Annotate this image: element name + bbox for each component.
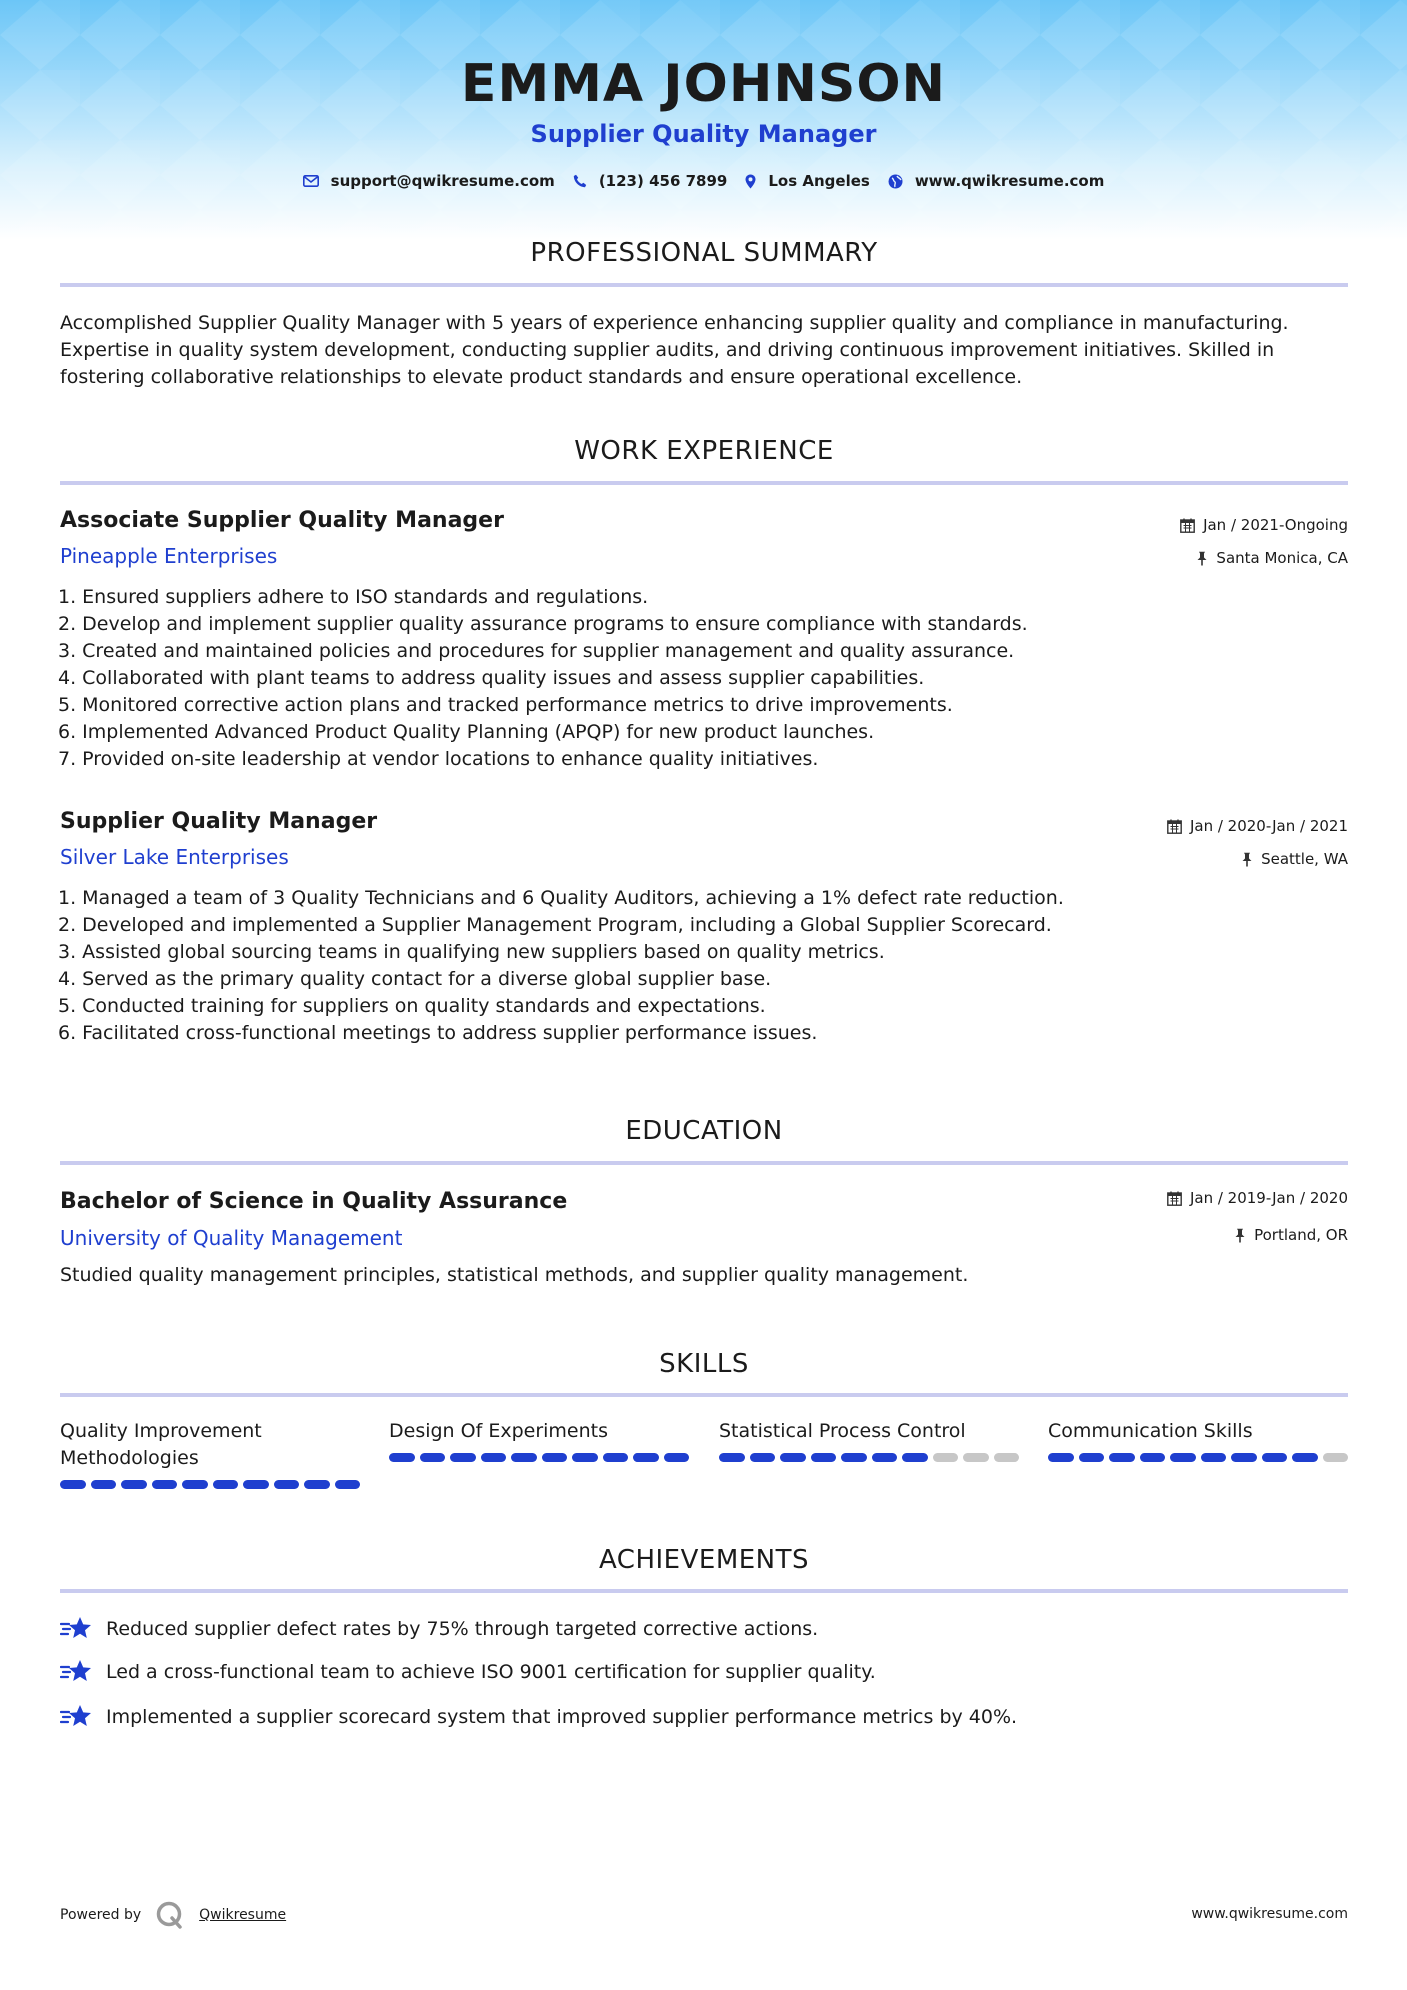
job-location [1196, 549, 1348, 567]
job-responsibilities [58, 584, 1348, 773]
globe-icon [888, 174, 903, 189]
job-dates-text: Jan / 2021-Ongoing [1203, 516, 1348, 534]
job-company: Pineapple Enterprises [60, 544, 278, 568]
pin-icon [1241, 852, 1253, 867]
contact-bar [0, 172, 1407, 190]
phone-icon [573, 174, 587, 188]
skill-name: Communication Skills [1048, 1420, 1253, 1442]
skill-segment-filled [389, 1453, 415, 1462]
job-location-text: Seattle, WA [1261, 850, 1348, 868]
achievement-text: Implemented a supplier scorecard system that improved supplier performance metrics by 40%. [106, 1706, 1018, 1728]
skill-segment-filled [450, 1453, 476, 1462]
skill-segment-filled [1201, 1453, 1227, 1462]
skill-level-bar [60, 1480, 360, 1489]
job-title: Supplier Quality Manager [60, 809, 378, 834]
school-name: University of Quality Management [60, 1226, 403, 1250]
skill-level-bar [389, 1453, 689, 1462]
skill-segment-empty [994, 1453, 1020, 1462]
skill-segment-filled [572, 1453, 598, 1462]
skill-segment-filled [91, 1480, 117, 1489]
contact-email-text: support@qwikresume.com [330, 172, 555, 190]
skill-segment-filled [1292, 1453, 1318, 1462]
skill-segment-filled [481, 1453, 507, 1462]
candidate-title: Supplier Quality Manager [530, 120, 877, 148]
contact-phone-text: (123) 456 7899 [598, 172, 728, 190]
skill-segment-filled [841, 1453, 867, 1462]
skills-heading: SKILLS [659, 1349, 749, 1379]
contact-website-text: www.qwikresume.com [914, 172, 1105, 190]
footer-url[interactable]: www.qwikresume.com [1191, 1906, 1348, 1922]
skill-segment-filled [243, 1480, 269, 1489]
list-item: 6. Facilitated cross-functional meetings to address supplier performance issues. [58, 1022, 818, 1044]
education-description: Studied quality management principles, statistical methods, and supplier quality management. [60, 1264, 969, 1286]
contact-phone[interactable] [573, 172, 728, 190]
job-responsibilities [58, 885, 1348, 1047]
education-divider [60, 1161, 1348, 1165]
job-title: Associate Supplier Quality Manager [60, 508, 504, 533]
skill-name: Design Of Experiments [389, 1420, 609, 1442]
education-location [1234, 1226, 1348, 1244]
skill-segment-empty [963, 1453, 989, 1462]
summary-divider [60, 283, 1348, 287]
list-item: 2. Develop and implement supplier quality assurance programs to ensure compliance with standards. [58, 613, 1028, 635]
skill-segment-filled [603, 1453, 629, 1462]
candidate-name: EMMA JOHNSON [460, 54, 947, 114]
contact-location-text: Los Angeles [768, 172, 870, 190]
achievement-item [60, 1616, 818, 1642]
skill-segment-empty [1323, 1453, 1349, 1462]
list-item: 3. Created and maintained policies and procedures for supplier management and quality assurance. [58, 640, 1015, 662]
education-heading: EDUCATION [625, 1116, 783, 1146]
education-dates [1167, 1189, 1348, 1207]
skill-segment-empty [933, 1453, 959, 1462]
star-icon [60, 1659, 92, 1685]
job-location [1241, 850, 1348, 868]
skill-segment-filled [60, 1480, 86, 1489]
skill-segment-filled [121, 1480, 147, 1489]
achievement-text: Reduced supplier defect rates by 75% through targeted corrective actions. [106, 1618, 819, 1640]
skill-segment-filled [780, 1453, 806, 1462]
skill-segment-filled [1170, 1453, 1196, 1462]
skill-segment-filled [511, 1453, 537, 1462]
map-marker-icon [745, 174, 756, 189]
list-item: 6. Implemented Advanced Product Quality Planning (APQP) for new product launches. [58, 721, 875, 743]
education-dates-text: Jan / 2019-Jan / 2020 [1189, 1189, 1348, 1207]
list-item: 1. Ensured suppliers adhere to ISO standards and regulations. [58, 586, 649, 608]
powered-by-label: Powered by [60, 1907, 142, 1923]
star-icon [60, 1616, 92, 1642]
contact-website[interactable] [888, 172, 1105, 190]
pin-icon [1234, 1228, 1246, 1243]
skill-name: Statistical Process Control [719, 1420, 966, 1442]
job-company: Silver Lake Enterprises [60, 845, 289, 869]
skill-level-bar [1048, 1453, 1348, 1462]
skill-segment-filled [902, 1453, 928, 1462]
envelope-icon [303, 175, 319, 187]
skill-segment-filled [304, 1480, 330, 1489]
skill-item [389, 1418, 689, 1462]
qwikresume-logo-icon [155, 1900, 185, 1930]
list-item: 1. Managed a team of 3 Quality Technicians and 6 Quality Auditors, achieving a 1% defect rate reduction. [58, 887, 1064, 909]
skill-segment-filled [1140, 1453, 1166, 1462]
calendar-icon [1167, 1191, 1182, 1206]
skill-segment-filled [335, 1480, 361, 1489]
skill-item [719, 1418, 1019, 1462]
skill-level-bar [719, 1453, 1019, 1462]
job-dates [1167, 817, 1348, 835]
pin-icon [1196, 551, 1208, 566]
list-item: 2. Developed and implemented a Supplier Management Program, including a Global Supplier Scorecard. [58, 914, 1052, 936]
achievement-item [60, 1704, 1017, 1730]
summary-text: Accomplished Supplier Quality Manager with 5 years of experience enhancing supplier quality and compliance in manufacturing. Expertise in quality system development, conducting supplier audits, and driving continuous improvement initiatives. Skilled in fostering collaborative relationships to elevate product standards and ensure operational excellence. [60, 312, 1289, 388]
qwikresume-link[interactable]: Qwikresume [199, 1907, 287, 1923]
header-banner [0, 0, 1407, 240]
list-item: 5. Monitored corrective action plans and tracked performance metrics to drive improvements. [58, 694, 953, 716]
education-location-text: Portland, OR [1254, 1226, 1348, 1244]
skill-segment-filled [1109, 1453, 1135, 1462]
calendar-icon [1180, 518, 1195, 533]
achievements-heading: ACHIEVEMENTS [598, 1545, 810, 1575]
list-item: 4. Collaborated with plant teams to address quality issues and assess supplier capabilities. [58, 667, 925, 689]
skill-segment-filled [182, 1480, 208, 1489]
experience-heading: WORK EXPERIENCE [574, 436, 834, 466]
skill-segment-filled [811, 1453, 837, 1462]
contact-email[interactable] [303, 172, 555, 190]
experience-divider [60, 481, 1348, 485]
star-icon [60, 1704, 92, 1730]
degree-title: Bachelor of Science in Quality Assurance [60, 1189, 568, 1214]
calendar-icon [1167, 819, 1182, 834]
achievement-item [60, 1659, 876, 1685]
skill-segment-filled [1079, 1453, 1105, 1462]
list-item: 4. Served as the primary quality contact for a diverse global supplier base. [58, 968, 772, 990]
achievements-divider [60, 1589, 1348, 1593]
skill-segment-filled [1262, 1453, 1288, 1462]
summary-heading: PROFESSIONAL SUMMARY [530, 238, 878, 268]
skill-segment-filled [664, 1453, 690, 1462]
skill-segment-filled [1231, 1453, 1257, 1462]
skill-segment-filled [1048, 1453, 1074, 1462]
skill-segment-filled [872, 1453, 898, 1462]
skill-segment-filled [420, 1453, 446, 1462]
skill-segment-filled [152, 1480, 178, 1489]
skill-segment-filled [542, 1453, 568, 1462]
skill-segment-filled [213, 1480, 239, 1489]
skill-segment-filled [750, 1453, 776, 1462]
list-item: 3. Assisted global sourcing teams in qualifying new suppliers based on quality metrics. [58, 941, 885, 963]
job-dates [1180, 516, 1348, 534]
list-item: 7. Provided on-site leadership at vendor locations to enhance quality initiatives. [58, 748, 819, 770]
skill-segment-filled [633, 1453, 659, 1462]
contact-location [745, 172, 869, 190]
job-location-text: Santa Monica, CA [1216, 549, 1348, 567]
skill-name: Quality Improvement Methodologies [60, 1420, 262, 1469]
skills-divider [60, 1393, 1348, 1397]
skill-segment-filled [274, 1480, 300, 1489]
skill-item [1048, 1418, 1348, 1462]
achievement-text: Led a cross-functional team to achieve ISO 9001 certification for supplier quality. [106, 1661, 876, 1683]
skill-segment-filled [719, 1453, 745, 1462]
skill-item [60, 1418, 360, 1489]
job-dates-text: Jan / 2020-Jan / 2021 [1189, 817, 1348, 835]
list-item: 5. Conducted training for suppliers on quality standards and expectations. [58, 995, 766, 1017]
footer-branding [60, 1900, 286, 1930]
